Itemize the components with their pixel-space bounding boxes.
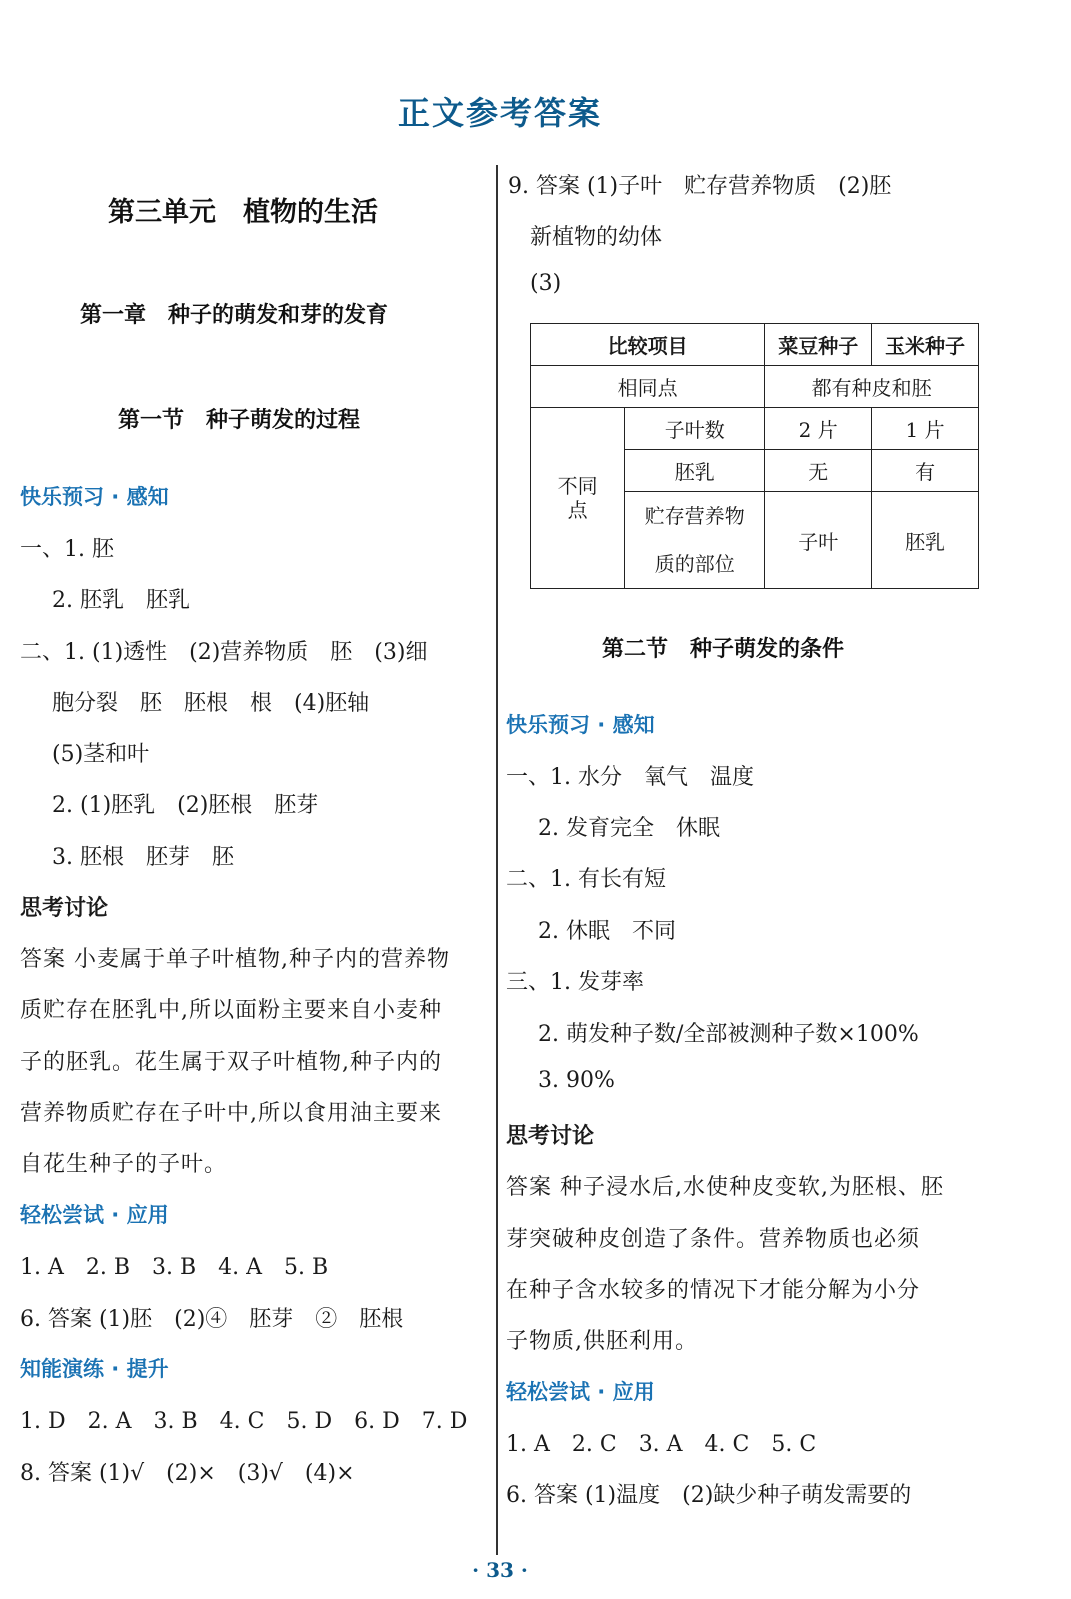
discussion-line: 答案 种子浸水后,水使种皮变软,为胚根、胚 <box>506 1175 944 1200</box>
discussion-line: 质贮存在胚乳中,所以面粉主要来自小麦种 <box>20 998 442 1023</box>
answer-line: 二、1. (1)透性 (2)营养物质 胚 (3)细 <box>20 640 428 665</box>
answer-line: 胞分裂 胚 胚根 根 (4)胚轴 <box>52 691 370 716</box>
subheading-preview: 快乐预习 · 感知 <box>506 713 655 737</box>
discussion-line: 在种子含水较多的情况下才能分解为小分 <box>506 1278 921 1303</box>
think-heading: 思考讨论 <box>20 896 109 921</box>
comparison-table <box>530 323 979 589</box>
answer-line: 2. 发育完全 休眠 <box>538 816 720 841</box>
answer-line: (3) <box>530 271 562 296</box>
discussion-line: 答案 小麦属于单子叶植物,种子内的营养物 <box>20 947 450 972</box>
answer-line: 二、1. 有长有短 <box>506 867 666 892</box>
unit-title: 第三单元 植物的生活 <box>108 197 378 228</box>
table-cell: 贮存营养物质的部位 <box>625 492 765 589</box>
table-cell: 2 片 <box>765 408 872 450</box>
answer-line: 新植物的幼体 <box>530 225 663 250</box>
table-header: 菜豆种子 <box>765 324 872 366</box>
answer-line: 1. D 2. A 3. B 4. C 5. D 6. D 7. D <box>20 1409 468 1434</box>
answer-line: 2. 萌发种子数/全部被测种子数×100% <box>538 1022 919 1047</box>
answer-line: 2. (1)胚乳 (2)胚根 胚芽 <box>52 793 319 818</box>
table-cell: 有 <box>872 450 979 492</box>
section-title-1: 第一节 种子萌发的过程 <box>118 407 361 433</box>
page-number: · 33 · <box>472 1558 528 1582</box>
subheading-improve: 知能演练 · 提升 <box>20 1357 169 1381</box>
subheading-apply: 轻松尝试 · 应用 <box>506 1380 655 1404</box>
table-header: 玉米种子 <box>872 324 979 366</box>
table-cell: 子叶 <box>765 492 872 589</box>
answer-line: 6. 答案 (1)胚 (2)④ 胚芽 ② 胚根 <box>20 1307 404 1332</box>
table-cell: 胚乳 <box>625 450 765 492</box>
discussion-line: 自花生种子的子叶。 <box>20 1152 228 1177</box>
chapter-title: 第一章 种子的萌发和芽的发育 <box>80 302 389 328</box>
answer-line: 8. 答案 (1)√ (2)× (3)√ (4)× <box>20 1461 355 1486</box>
answer-line: 3. 胚根 胚芽 胚 <box>52 845 234 870</box>
think-heading: 思考讨论 <box>506 1124 595 1149</box>
answer-line: 9. 答案 (1)子叶 贮存营养物质 (2)胚 <box>508 174 892 199</box>
answer-line: 2. 休眠 不同 <box>538 919 676 944</box>
table-cell: 都有种皮和胚 <box>765 366 979 408</box>
answer-line: (5)茎和叶 <box>52 742 150 767</box>
table-cell: 1 片 <box>872 408 979 450</box>
discussion-line: 芽突破种皮创造了条件。营养物质也必须 <box>506 1227 921 1252</box>
answer-line: 1. A 2. B 3. B 4. A 5. B <box>20 1255 329 1280</box>
answer-line: 三、1. 发芽率 <box>506 970 644 995</box>
table-cell: 相同点 <box>531 366 765 408</box>
column-divider <box>496 165 498 1555</box>
answer-line: 1. A 2. C 3. A 4. C 5. C <box>506 1432 817 1457</box>
table-cell: 子叶数 <box>625 408 765 450</box>
answer-line: 6. 答案 (1)温度 (2)缺少种子萌发需要的 <box>506 1483 912 1508</box>
answer-line: 2. 胚乳 胚乳 <box>52 588 190 613</box>
page-title: 正文参考答案 <box>397 94 602 132</box>
answer-line: 3. 90% <box>538 1068 615 1093</box>
subheading-apply: 轻松尝试 · 应用 <box>20 1203 169 1227</box>
table-cell: 胚乳 <box>872 492 979 589</box>
subheading-preview: 快乐预习 · 感知 <box>20 485 169 509</box>
answer-line: 一、1. 水分 氧气 温度 <box>506 765 754 790</box>
table-header: 比较项目 <box>531 324 765 366</box>
discussion-line: 营养物质贮存在子叶中,所以食用油主要来 <box>20 1101 442 1126</box>
section-title-2: 第二节 种子萌发的条件 <box>602 636 845 662</box>
discussion-line: 子的胚乳。花生属于双子叶植物,种子内的 <box>20 1050 442 1075</box>
table-cell: 不同点 <box>531 408 625 589</box>
discussion-line: 子物质,供胚利用。 <box>506 1329 698 1354</box>
table-cell: 无 <box>765 450 872 492</box>
answer-line: 一、1. 胚 <box>20 537 114 562</box>
